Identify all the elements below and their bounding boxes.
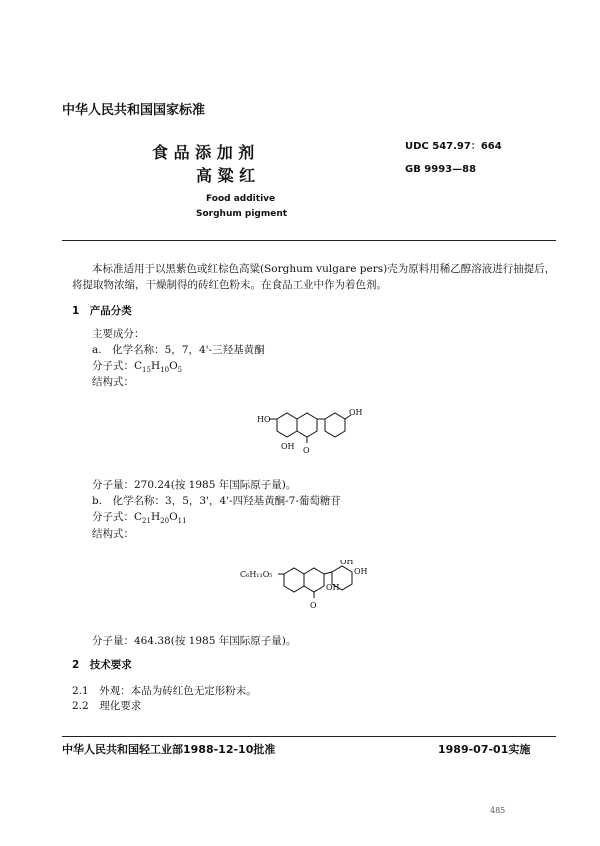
struct-label: HO xyxy=(257,415,271,424)
title-cn-name: 高 粱 红 xyxy=(196,166,256,185)
struct-label: OH xyxy=(281,442,295,451)
struct-label: C₆H₁₁O₅ xyxy=(240,570,273,579)
structure-b xyxy=(240,560,380,620)
compound-b-structure-label: 结构式： xyxy=(92,528,134,540)
effective-date: 1989-07-01实施 xyxy=(438,743,531,756)
struct-label: O xyxy=(310,601,317,610)
section2-1: 2.1 外观：本品为砖红色无定形粉末。 xyxy=(72,685,257,697)
struct-label: O xyxy=(303,446,310,455)
struct-label: OH xyxy=(326,583,340,592)
title-en: Food additive xyxy=(206,194,276,204)
section1-heading: 1 产品分类 xyxy=(72,305,132,317)
footer-divider xyxy=(62,736,556,737)
structure-a xyxy=(245,405,365,465)
gb-code: GB 9993—88 xyxy=(405,164,477,175)
struct-label: OH xyxy=(340,560,354,566)
issuing-org: 中华人民共和国国家标准 xyxy=(62,103,206,118)
section2-heading: 2 技术要求 xyxy=(72,659,132,671)
udc-code: UDC 547.97：664 xyxy=(405,141,502,152)
compound-a-structure-label: 结构式： xyxy=(92,376,134,388)
compound-a-formula: 分子式：$C_{15}H_{10}O_5$ xyxy=(92,360,183,375)
section2-2: 2.2 理化要求 xyxy=(72,700,142,712)
intro-line1: 本标准适用于以黑紫色或红棕色高粱(Sorghum vulgare pers)壳为原料用稀乙醇溶液进行抽提后， xyxy=(92,263,556,275)
page-number: 485 xyxy=(490,806,506,815)
compound-b-name: b. 化学名称：3，5，3'，4'-四羟基黄酮-7-葡萄糖苷 xyxy=(92,495,341,507)
struct-label: OH xyxy=(354,567,368,576)
compound-b-mw: 分子量：464.38(按 1985 年国际原子量)。 xyxy=(92,635,297,647)
intro-line2: 将提取物浓缩，干燥制得的砖红色粉末。在食品工业中作为着色剂。 xyxy=(72,279,387,291)
compound-a-mw: 分子量：270.24(按 1985 年国际原子量)。 xyxy=(92,479,297,491)
title-cn: 食 品 添 加 剂 xyxy=(152,143,255,162)
compound-a-name: a. 化学名称：5，7，4'-三羟基黄酮 xyxy=(92,344,265,356)
main-components-label: 主要成分： xyxy=(92,328,145,340)
compound-b-formula: 分子式：$C_{21}H_{20}O_{11}$ xyxy=(92,511,187,526)
struct-label: OH xyxy=(349,408,363,417)
divider xyxy=(62,240,556,241)
title-en-name: Sorghum pigment xyxy=(196,209,288,219)
approval-info: 中华人民共和国轻工业部1988-12-10批准 xyxy=(62,743,276,756)
